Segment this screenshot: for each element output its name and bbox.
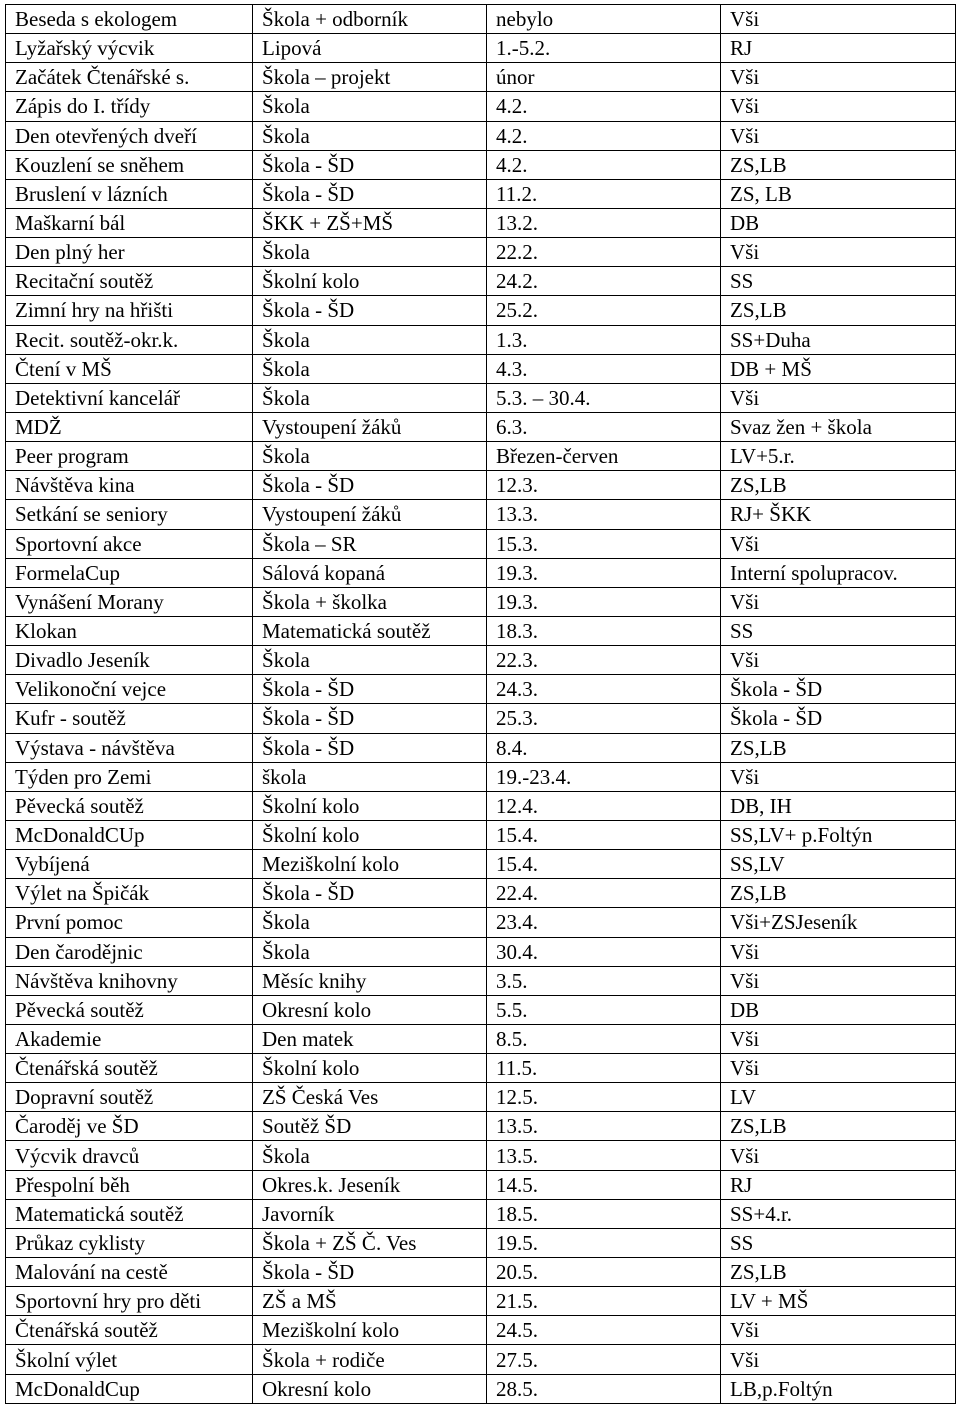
table-row (6, 820, 956, 849)
event-place-cell: Škola (253, 121, 487, 150)
event-responsible-cell: ZS,LB (721, 1112, 956, 1141)
event-place-cell: Sálová kopaná (253, 558, 487, 587)
event-place-cell: Škola - ŠD (253, 150, 487, 179)
event-place-cell: Škola - ŠD (253, 733, 487, 762)
event-responsible-cell: SS,LV (721, 850, 956, 879)
table-row (6, 92, 956, 121)
event-date-cell: 24.2. (487, 267, 721, 296)
event-place-cell: Škola - ŠD (253, 704, 487, 733)
table-row (6, 121, 956, 150)
event-date-cell: 22.4. (487, 879, 721, 908)
event-date-cell: 19.3. (487, 587, 721, 616)
event-date-cell: 3.5. (487, 966, 721, 995)
event-date-cell: 13.3. (487, 500, 721, 529)
table-row (6, 1258, 956, 1287)
event-name-cell: Setkání se seniory (6, 500, 253, 529)
event-date-cell: 13.5. (487, 1112, 721, 1141)
event-date-cell: 11.2. (487, 179, 721, 208)
event-place-cell: Škola (253, 325, 487, 354)
event-place-cell: Měsíc knihy (253, 966, 487, 995)
event-name-cell: Recit. soutěž-okr.k. (6, 325, 253, 354)
event-responsible-cell: Vši (721, 937, 956, 966)
table-row (6, 325, 956, 354)
table-row (6, 1170, 956, 1199)
event-name-cell: McDonaldCup (6, 1374, 253, 1403)
table-row (6, 791, 956, 820)
table-row (6, 1141, 956, 1170)
table-row (6, 704, 956, 733)
table-row (6, 1316, 956, 1345)
event-date-cell: únor (487, 63, 721, 92)
event-date-cell: 5.5. (487, 995, 721, 1024)
event-responsible-cell: Vši (721, 238, 956, 267)
event-name-cell: Zimní hry na hřišti (6, 296, 253, 325)
event-responsible-cell: Vši (721, 63, 956, 92)
event-responsible-cell: SS+Duha (721, 325, 956, 354)
event-date-cell: 11.5. (487, 1054, 721, 1083)
event-date-cell: 12.5. (487, 1083, 721, 1112)
table-row (6, 354, 956, 383)
event-date-cell: 15.4. (487, 850, 721, 879)
event-place-cell: Okresní kolo (253, 995, 487, 1024)
event-name-cell: Výcvik dravců (6, 1141, 253, 1170)
event-responsible-cell: Vši (721, 121, 956, 150)
event-responsible-cell: Vši (721, 966, 956, 995)
event-place-cell: Škola (253, 937, 487, 966)
event-place-cell: Školní kolo (253, 1054, 487, 1083)
event-name-cell: Velikonoční vejce (6, 675, 253, 704)
event-name-cell: Vybíjená (6, 850, 253, 879)
event-name-cell: Akademie (6, 1024, 253, 1053)
table-row (6, 1054, 956, 1083)
event-date-cell: 4.3. (487, 354, 721, 383)
event-responsible-cell: Vši (721, 1345, 956, 1374)
event-place-cell: Škola + rodiče (253, 1345, 487, 1374)
table-row (6, 1287, 956, 1316)
table-row (6, 908, 956, 937)
event-place-cell: Školní kolo (253, 267, 487, 296)
event-date-cell: 19.3. (487, 558, 721, 587)
event-responsible-cell: LV (721, 1083, 956, 1112)
event-place-cell: Škola (253, 92, 487, 121)
event-place-cell: Škola - ŠD (253, 675, 487, 704)
event-name-cell: Týden pro Zemi (6, 762, 253, 791)
event-place-cell: ZŠ Česká Ves (253, 1083, 487, 1112)
event-place-cell: Škola - ŠD (253, 471, 487, 500)
event-responsible-cell: DB + MŠ (721, 354, 956, 383)
event-responsible-cell: Vši (721, 646, 956, 675)
event-responsible-cell: DB (721, 208, 956, 237)
event-place-cell: Den matek (253, 1024, 487, 1053)
event-date-cell: 25.2. (487, 296, 721, 325)
event-date-cell: 12.4. (487, 791, 721, 820)
event-place-cell: Škola + školka (253, 587, 487, 616)
event-name-cell: Sportovní hry pro děti (6, 1287, 253, 1316)
table-row (6, 1083, 956, 1112)
event-name-cell: Pěvecká soutěž (6, 791, 253, 820)
event-name-cell: Čtenářská soutěž (6, 1316, 253, 1345)
event-responsible-cell: Interní spolupracov. (721, 558, 956, 587)
event-responsible-cell: Vši (721, 1054, 956, 1083)
event-place-cell: Javorník (253, 1199, 487, 1228)
event-responsible-cell: Vši (721, 1024, 956, 1053)
event-name-cell: Maškarní bál (6, 208, 253, 237)
table-row (6, 267, 956, 296)
event-date-cell: 23.4. (487, 908, 721, 937)
events-table (5, 4, 956, 1404)
table-row (6, 1112, 956, 1141)
event-responsible-cell: Vši (721, 587, 956, 616)
event-date-cell: 27.5. (487, 1345, 721, 1374)
event-place-cell: Škola (253, 442, 487, 471)
table-row (6, 383, 956, 412)
event-place-cell: Soutěž ŠD (253, 1112, 487, 1141)
event-date-cell: 8.4. (487, 733, 721, 762)
event-name-cell: Malování na cestě (6, 1258, 253, 1287)
event-responsible-cell: Škola - ŠD (721, 704, 956, 733)
event-name-cell: Pěvecká soutěž (6, 995, 253, 1024)
event-responsible-cell: Vši (721, 92, 956, 121)
event-responsible-cell: ZS,LB (721, 879, 956, 908)
table-row (6, 675, 956, 704)
event-name-cell: Kufr - soutěž (6, 704, 253, 733)
event-responsible-cell: DB, IH (721, 791, 956, 820)
table-row (6, 529, 956, 558)
event-date-cell: 21.5. (487, 1287, 721, 1316)
event-date-cell: 14.5. (487, 1170, 721, 1199)
table-row (6, 1024, 956, 1053)
event-responsible-cell: SS (721, 267, 956, 296)
table-row (6, 879, 956, 908)
table-row (6, 733, 956, 762)
table-row (6, 63, 956, 92)
event-place-cell: Vystoupení žáků (253, 412, 487, 441)
event-responsible-cell: RJ+ ŠKK (721, 500, 956, 529)
event-responsible-cell: Vši+ZSJeseník (721, 908, 956, 937)
event-name-cell: Peer program (6, 442, 253, 471)
table-row (6, 179, 956, 208)
event-date-cell: 1.-5.2. (487, 34, 721, 63)
event-date-cell: 4.2. (487, 121, 721, 150)
event-place-cell: ZŠ a MŠ (253, 1287, 487, 1316)
event-place-cell: Škola (253, 908, 487, 937)
event-name-cell: Návštěva kina (6, 471, 253, 500)
table-row (6, 442, 956, 471)
event-date-cell: 25.3. (487, 704, 721, 733)
event-name-cell: Vynášení Morany (6, 587, 253, 616)
event-date-cell: 19.5. (487, 1228, 721, 1257)
event-responsible-cell: LV+5.r. (721, 442, 956, 471)
event-place-cell: Škola (253, 646, 487, 675)
event-name-cell: Den plný her (6, 238, 253, 267)
event-name-cell: Průkaz cyklisty (6, 1228, 253, 1257)
event-date-cell: 4.2. (487, 150, 721, 179)
table-row (6, 558, 956, 587)
event-name-cell: McDonaldCUp (6, 820, 253, 849)
event-responsible-cell: SS+4.r. (721, 1199, 956, 1228)
event-name-cell: Klokan (6, 616, 253, 645)
event-date-cell: 28.5. (487, 1374, 721, 1403)
event-place-cell: Okresní kolo (253, 1374, 487, 1403)
event-date-cell: 5.3. – 30.4. (487, 383, 721, 412)
event-name-cell: První pomoc (6, 908, 253, 937)
event-responsible-cell: ZS,LB (721, 296, 956, 325)
event-name-cell: Čaroděj ve ŠD (6, 1112, 253, 1141)
event-name-cell: Začátek Čtenářské s. (6, 63, 253, 92)
event-responsible-cell: RJ (721, 1170, 956, 1199)
event-place-cell: Okres.k. Jeseník (253, 1170, 487, 1199)
event-responsible-cell: SS,LV+ p.Foltýn (721, 820, 956, 849)
event-responsible-cell: SS (721, 1228, 956, 1257)
event-place-cell: Škola - ŠD (253, 296, 487, 325)
event-responsible-cell: Vši (721, 762, 956, 791)
table-row (6, 296, 956, 325)
event-name-cell: FormelaCup (6, 558, 253, 587)
event-name-cell: Zápis do I. třídy (6, 92, 253, 121)
event-date-cell: 24.3. (487, 675, 721, 704)
event-place-cell: Meziškolní kolo (253, 850, 487, 879)
table-row (6, 762, 956, 791)
event-responsible-cell: ZS,LB (721, 1258, 956, 1287)
event-name-cell: Recitační soutěž (6, 267, 253, 296)
event-name-cell: Sportovní akce (6, 529, 253, 558)
event-name-cell: Bruslení v lázních (6, 179, 253, 208)
event-responsible-cell: DB (721, 995, 956, 1024)
table-row (6, 208, 956, 237)
table-row (6, 966, 956, 995)
table-row (6, 412, 956, 441)
table-row (6, 500, 956, 529)
event-name-cell: Přespolní běh (6, 1170, 253, 1199)
event-name-cell: Návštěva knihovny (6, 966, 253, 995)
event-date-cell: 22.3. (487, 646, 721, 675)
table-row (6, 646, 956, 675)
table-row (6, 150, 956, 179)
event-place-cell: Škola (253, 354, 487, 383)
table-row (6, 587, 956, 616)
event-place-cell: Školní kolo (253, 820, 487, 849)
event-name-cell: Kouzlení se sněhem (6, 150, 253, 179)
event-date-cell: Březen-červen (487, 442, 721, 471)
event-responsible-cell: Vši (721, 1141, 956, 1170)
event-responsible-cell: ZS,LB (721, 471, 956, 500)
event-date-cell: 18.5. (487, 1199, 721, 1228)
event-place-cell: Škola - ŠD (253, 1258, 487, 1287)
table-row (6, 995, 956, 1024)
event-responsible-cell: ZS, LB (721, 179, 956, 208)
event-name-cell: Detektivní kancelář (6, 383, 253, 412)
event-name-cell: Lyžařský výcvik (6, 34, 253, 63)
event-date-cell: 12.3. (487, 471, 721, 500)
events-table-container (5, 4, 955, 1404)
event-responsible-cell: Škola - ŠD (721, 675, 956, 704)
event-responsible-cell: Vši (721, 5, 956, 34)
event-date-cell: 13.2. (487, 208, 721, 237)
event-name-cell: Výstava - návštěva (6, 733, 253, 762)
event-place-cell: Škola + ZŠ Č. Ves (253, 1228, 487, 1257)
events-table-body (6, 5, 956, 1404)
event-date-cell: 15.3. (487, 529, 721, 558)
event-place-cell: Škola – projekt (253, 63, 487, 92)
event-responsible-cell: ZS,LB (721, 733, 956, 762)
event-place-cell: Škola (253, 238, 487, 267)
event-name-cell: Matematická soutěž (6, 1199, 253, 1228)
event-place-cell: Lipová (253, 34, 487, 63)
event-place-cell: Vystoupení žáků (253, 500, 487, 529)
table-row (6, 1199, 956, 1228)
event-name-cell: Výlet na Špičák (6, 879, 253, 908)
table-row (6, 616, 956, 645)
event-date-cell: 20.5. (487, 1258, 721, 1287)
event-date-cell: 22.2. (487, 238, 721, 267)
event-place-cell: Škola + odborník (253, 5, 487, 34)
table-row (6, 471, 956, 500)
table-row (6, 937, 956, 966)
event-responsible-cell: RJ (721, 34, 956, 63)
event-date-cell: 1.3. (487, 325, 721, 354)
table-row (6, 1228, 956, 1257)
event-responsible-cell: SS (721, 616, 956, 645)
event-place-cell: Matematická soutěž (253, 616, 487, 645)
event-responsible-cell: Vši (721, 383, 956, 412)
event-name-cell: Čtenářská soutěž (6, 1054, 253, 1083)
event-date-cell: nebylo (487, 5, 721, 34)
event-date-cell: 19.-23.4. (487, 762, 721, 791)
table-row (6, 1345, 956, 1374)
event-name-cell: Dopravní soutěž (6, 1083, 253, 1112)
event-responsible-cell: Svaz žen + škola (721, 412, 956, 441)
event-place-cell: Škola - ŠD (253, 879, 487, 908)
event-responsible-cell: Vši (721, 1316, 956, 1345)
event-place-cell: Škola - ŠD (253, 179, 487, 208)
event-place-cell: ŠKK + ZŠ+MŠ (253, 208, 487, 237)
table-row (6, 34, 956, 63)
event-place-cell: Školní kolo (253, 791, 487, 820)
event-place-cell: Škola (253, 1141, 487, 1170)
table-row (6, 850, 956, 879)
event-responsible-cell: Vši (721, 529, 956, 558)
event-responsible-cell: LB,p.Foltýn (721, 1374, 956, 1403)
event-place-cell: škola (253, 762, 487, 791)
event-responsible-cell: ZS,LB (721, 150, 956, 179)
event-name-cell: Školní výlet (6, 1345, 253, 1374)
event-date-cell: 6.3. (487, 412, 721, 441)
event-place-cell: Meziškolní kolo (253, 1316, 487, 1345)
event-date-cell: 8.5. (487, 1024, 721, 1053)
event-name-cell: Divadlo Jeseník (6, 646, 253, 675)
event-date-cell: 18.3. (487, 616, 721, 645)
event-date-cell: 4.2. (487, 92, 721, 121)
event-responsible-cell: LV + MŠ (721, 1287, 956, 1316)
table-row (6, 238, 956, 267)
event-date-cell: 24.5. (487, 1316, 721, 1345)
table-row (6, 5, 956, 34)
event-name-cell: Den čarodějnic (6, 937, 253, 966)
event-date-cell: 15.4. (487, 820, 721, 849)
event-name-cell: Čtení v MŠ (6, 354, 253, 383)
event-date-cell: 13.5. (487, 1141, 721, 1170)
event-name-cell: Den otevřených dveří (6, 121, 253, 150)
event-place-cell: Škola (253, 383, 487, 412)
event-date-cell: 30.4. (487, 937, 721, 966)
event-place-cell: Škola – SR (253, 529, 487, 558)
table-row (6, 1374, 956, 1403)
event-name-cell: Beseda s ekologem (6, 5, 253, 34)
event-name-cell: MDŽ (6, 412, 253, 441)
